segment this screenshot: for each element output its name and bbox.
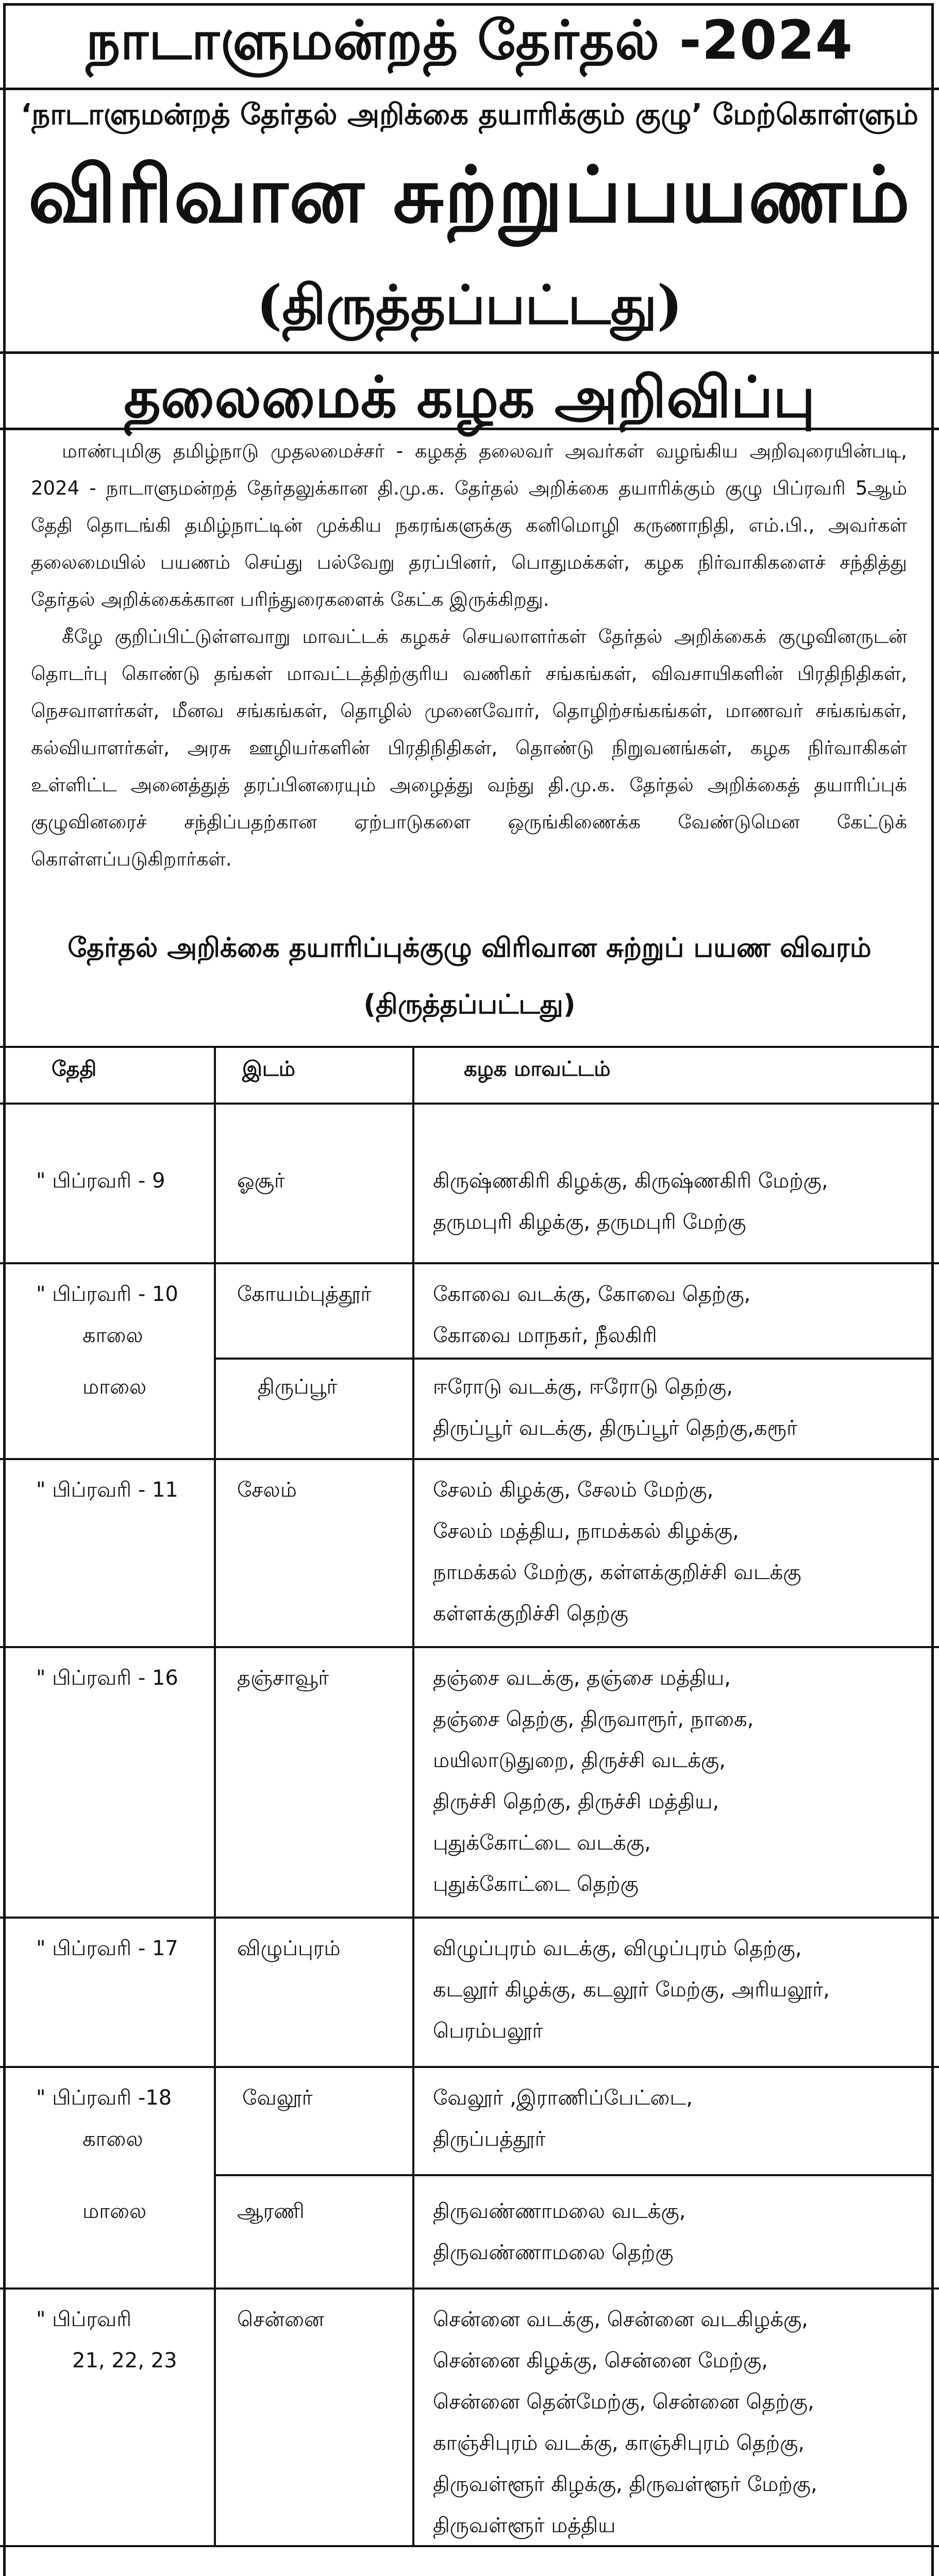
row-place: சென்னை xyxy=(237,2308,324,2331)
row-district: திருப்பூர் வடக்கு, திருப்பூர் தெற்கு,கரூர் xyxy=(433,1416,797,1440)
row-district: விழுப்புரம் வடக்கு, விழுப்புரம் தெற்கு, xyxy=(433,1937,802,1960)
row-date: " பிப்ரவரி -18 xyxy=(36,2086,172,2110)
table-line xyxy=(412,1046,414,2545)
row-district: திருவள்ளூர் மத்திய xyxy=(433,2514,616,2537)
row-place: விழுப்புரம் xyxy=(237,1937,341,1960)
row-district: திருவள்ளூர் கிழக்கு, திருவள்ளூர் மேற்கு, xyxy=(433,2472,817,2496)
table-line xyxy=(0,1917,939,1919)
row-district: திருப்பத்தூர் xyxy=(433,2127,546,2151)
header-date: தேதி xyxy=(52,1057,97,1081)
table-line xyxy=(214,1046,216,2545)
row-district: கோவை வடக்கு, கோவை தெற்கு, xyxy=(433,1282,751,1306)
row-district: சென்னை கிழக்கு, சென்னை மேற்கு, xyxy=(433,2349,768,2372)
row-district: சேலம் மத்திய, நாமக்கல் கிழக்கு, xyxy=(433,1519,739,1543)
row-district: கள்ளக்குறிச்சி தெற்கு xyxy=(433,1602,629,1625)
page-title: நாடாளுமன்றத் தேர்தல் -2024 xyxy=(86,9,853,72)
row-district: மயிலாடுதுறை, திருச்சி வடக்கு, xyxy=(433,1749,726,1772)
row-district: கடலூர் கிழக்கு, கடலூர் மேற்கு, அரியலூர், xyxy=(433,1978,830,2002)
header-place: இடம் xyxy=(242,1057,295,1081)
table-line xyxy=(0,1103,939,1105)
table-line xyxy=(0,1646,939,1648)
row-district: கோவை மாநகர், நீலகிரி xyxy=(433,1324,657,1347)
row-time: காலை xyxy=(82,2127,143,2151)
divider xyxy=(0,428,939,430)
table-line xyxy=(214,1358,934,1360)
table-line xyxy=(0,1046,939,1048)
row-place: சேலம் xyxy=(237,1478,297,1502)
announcement-title: தலைமைக் கழக அறிவிப்பு xyxy=(124,364,815,430)
row-district: சேலம் கிழக்கு, சேலம் மேற்கு, xyxy=(433,1478,714,1502)
row-district: சென்னை வடக்கு, சென்னை வடகிழக்கு, xyxy=(433,2308,808,2331)
row-place: வேலூர் xyxy=(242,2086,313,2110)
row-place: ஆரணி xyxy=(237,2199,305,2223)
main-title: விரிவான சுற்றுப்பயணம் xyxy=(28,149,911,240)
row-place: ஓசூர் xyxy=(237,1169,285,1193)
row-district: புதுக்கோட்டை வடக்கு, xyxy=(433,1831,651,1855)
header-district: கழக மாவட்டம் xyxy=(464,1057,611,1081)
row-district: கிருஷ்ணகிரி கிழக்கு, கிருஷ்ணகிரி மேற்கு, xyxy=(433,1169,828,1193)
row-district: திருவண்ணாமலை தெற்கு xyxy=(433,2241,674,2264)
row-district: திருச்சி தெற்கு, திருச்சி மத்திய, xyxy=(433,1790,719,1814)
intro-paragraph-2: கீழே குறிப்பிட்டுள்ளவாறு மாவட்டக் கழகச் செயலாளர்கள் தேர்தல் அறிக்கைக் குழுவினருடன் தொடர்பு கொண்டு தங்கள் மாவட்டத்திற்குரிய வணிகர் சங்கங்கள், விவசாயிகளின் பிரதிநிதிகள், நெசவாளர்கள், மீனவ சங்கங்கள், தொழில் முனைவோர், தொழிற்சங்கங்கள், மாணவர் சங்கங்கள், கல்வியாளர்கள், அரசு ஊழியர்களின் பிரதிநிதிகள், தொண்டு நிறுவனங்கள், கழக நிர்வாகிகள் உள்ளிட்ட அனைத்துத் தரப்பினரையும் அழைத்து வந்து தி.மு.க. தேர்தல் அறிக்கைத் தயாரிப்புக் குழுவினரைச் சந்திப்பதற்கான ஏற்பாடுகளை ஒருங்கிணைக்க வேண்டுமென கேட்டுக் கொள்ளப்படுகிறார்கள். xyxy=(31,625,907,870)
row-district: தஞ்சை தெற்கு, திருவாரூர், நாகை, xyxy=(433,1707,754,1731)
table-line xyxy=(0,2545,939,2547)
row-place: தஞ்சாவூர் xyxy=(237,1666,329,1690)
row-time: காலை xyxy=(82,1324,143,1347)
row-district: தருமபுரி கிழக்கு, தருமபுரி மேற்கு xyxy=(433,1210,746,1234)
intro-paragraph-1: மாண்புமிகு தமிழ்நாடு முதலமைச்சர் - கழகத் தலைவர் அவர்கள் வழங்கிய அறிவுரையின்படி, 2024 - நாடாளுமன்றத் தேர்தலுக்கான தி.மு.க. தேர்தல் அறிக்கை தயாரிக்கும் குழு பிப்ரவரி 5ஆம் தேதி தொடங்கி தமிழ்நாட்டின் முக்கிய நகரங்களுக்கு கனிமொழி கருணாநிதி, எம்.பி., அவர்கள் தலைமையில் பயணம் செய்து பல்வேறு தரப்பினர், பொதுமக்கள், கழக நிர்வாகிகளைச் சந்தித்து தேர்தல் அறிக்கைக்கான பரிந்துரைகளைக் கேட்க இருக்கிறது. xyxy=(31,440,907,611)
table-line xyxy=(0,1262,939,1264)
row-place: திருப்பூர் xyxy=(258,1375,338,1399)
subtitle: ‘நாடாளுமன்றத் தேர்தல் அறிக்கை தயாரிக்கும் குழு’ மேற்கொள்ளும் xyxy=(21,98,918,131)
row-district: திருவண்ணாமலை வடக்கு, xyxy=(433,2199,686,2223)
row-time: மாலை xyxy=(82,2199,147,2223)
row-district: சென்னை தென்மேற்கு, சென்னை தெற்கு, xyxy=(433,2390,814,2414)
row-district: புதுக்கோட்டை தெற்கு xyxy=(433,1872,639,1896)
row-date: " பிப்ரவரி xyxy=(36,2308,132,2331)
row-date: " பிப்ரவரி - 16 xyxy=(36,1666,178,1690)
row-date: " பிப்ரவரி - 9 xyxy=(36,1169,165,1193)
table-line xyxy=(0,1458,939,1460)
main-subtitle: (திருத்தப்பட்டது) xyxy=(256,273,682,336)
row-district: நாமக்கல் மேற்கு, கள்ளக்குறிச்சி வடக்கு xyxy=(433,1561,801,1584)
table-line xyxy=(214,2174,934,2176)
row-date: " பிப்ரவரி - 17 xyxy=(36,1937,178,1960)
row-date: " பிப்ரவரி - 11 xyxy=(36,1478,178,1502)
table-line xyxy=(0,2066,939,2068)
row-date-detail: 21, 22, 23 xyxy=(72,2349,177,2372)
schedule-title: தேர்தல் அறிக்கை தயாரிப்புக்குழு விரிவான சுற்றுப் பயண விவரம் xyxy=(68,933,871,963)
divider xyxy=(0,351,939,354)
row-district: தஞ்சை வடக்கு, தஞ்சை மத்திய, xyxy=(433,1666,731,1690)
row-date: " பிப்ரவரி - 10 xyxy=(36,1282,178,1306)
table-line xyxy=(0,2287,939,2290)
row-place: கோயம்புத்தூர் xyxy=(237,1282,372,1306)
row-district: வேலூர் ,இராணிப்பேட்டை, xyxy=(433,2086,693,2110)
row-district: காஞ்சிபுரம் வடக்கு, காஞ்சிபுரம் தெற்கு, xyxy=(433,2431,805,2455)
row-district: பெரம்பலூர் xyxy=(433,2019,543,2043)
schedule-subtitle: (திருத்தப்பட்டது) xyxy=(363,989,576,1020)
row-district: ஈரோடு வடக்கு, ஈரோடு தெற்கு, xyxy=(433,1375,733,1399)
divider xyxy=(0,88,939,90)
row-time: மாலை xyxy=(82,1375,147,1399)
